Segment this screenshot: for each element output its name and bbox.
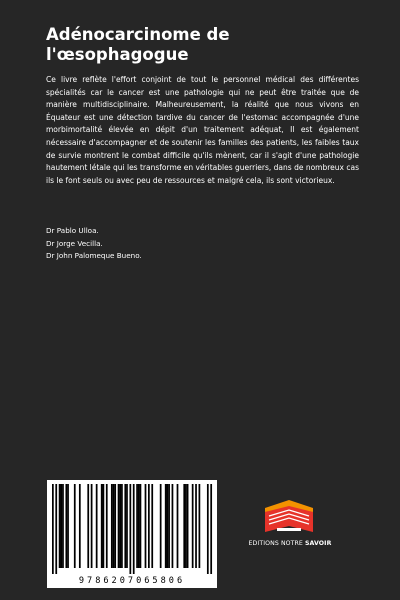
- barcode-bar: [167, 484, 169, 568]
- barcode-bar: [129, 484, 131, 574]
- publisher-block: [235, 498, 345, 558]
- barcode-bar: [111, 484, 113, 568]
- barcode-bar: [118, 484, 120, 568]
- barcode-bar: [195, 484, 197, 568]
- barcode-bar: [106, 484, 108, 568]
- barcode-bar: [103, 484, 105, 568]
- barcode-bar: [183, 484, 185, 568]
- isbn-barcode: [47, 480, 217, 588]
- barcode-bar: [199, 484, 201, 568]
- isbn-number: 9786207065806: [78, 576, 186, 586]
- barcode-bar: [52, 484, 54, 574]
- barcode-bar: [172, 484, 174, 568]
- barcode-bar: [207, 484, 209, 574]
- barcode-bar: [114, 484, 116, 568]
- barcode-bar: [148, 484, 150, 568]
- barcode-bar: [210, 484, 212, 574]
- barcode-bar: [55, 484, 57, 574]
- book-title: Adénocarcinome de l'œsophagogue: [46, 25, 230, 64]
- barcode-bar: [91, 484, 93, 568]
- barcode-bar: [67, 484, 69, 568]
- barcode-bar: [124, 484, 126, 568]
- barcode-bar: [65, 484, 67, 568]
- barcode-bar: [133, 484, 135, 574]
- barcode-bars: [47, 480, 217, 576]
- barcode-bar: [121, 484, 123, 568]
- barcode-bar: [151, 484, 153, 568]
- barcode-bar: [192, 484, 194, 568]
- barcode-bar: [59, 484, 61, 568]
- barcode-bar: [101, 484, 103, 568]
- author-name: Dr Pablo Ulloa.: [46, 226, 99, 235]
- barcode-bar: [79, 484, 81, 568]
- author-name: Dr John Palomeque Bueno.: [46, 251, 142, 260]
- barcode-bar: [138, 484, 140, 568]
- barcode-bar: [119, 484, 121, 568]
- barcode-bar: [165, 484, 167, 568]
- barcode-bar: [187, 484, 189, 568]
- barcode-bar: [60, 484, 62, 568]
- publisher-name-bold: SAVOIR: [305, 540, 332, 547]
- author-list: [46, 225, 142, 263]
- barcode-bar: [168, 484, 170, 568]
- barcode-bar: [87, 484, 89, 568]
- barcode-bar: [185, 484, 187, 568]
- author-name: Dr Jorge Vecilla.: [46, 238, 103, 248]
- open-book-stack-icon: [259, 498, 319, 536]
- barcode-bar: [145, 484, 147, 568]
- barcode-bar: [74, 484, 76, 568]
- barcode-bar: [126, 484, 128, 568]
- barcode-bar: [160, 484, 162, 568]
- back-cover-blurb: Ce livre reflète l'effort conjoint de tout le personnel médical des différentes spécialités car le cancer est une pathologie qui ne peut être traitée que de manière multidisciplinaire. Malheureusement, la réalité que nous vivons en Équateur est une détection tardive du cancer de l'estomac accompagnée d'une morbimortalité élevée en dépit d'un traitement adéquat, Il est également nécessaire d'accompagner et de soutenir les familles des patients, les faibles taux de survie montrent le combat difficile qu'ils mènent, car il s'agit d'une pathologie hautement létale qui les transforme en véritables guerriers, dans de nombreux cas ils le font seuls ou avec peu de ressources et malgré cela, ils sont victorieux.: [46, 75, 359, 185]
- barcode-bar: [136, 484, 138, 568]
- barcode-bar: [96, 484, 98, 568]
- barcode-bar: [62, 484, 64, 568]
- publisher-name-prefix: EDITIONS NOTRE: [248, 540, 305, 547]
- publisher-name: [235, 540, 345, 547]
- barcode-bar: [140, 484, 142, 568]
- barcode-bar: [177, 484, 179, 568]
- barcode-bar: [113, 484, 115, 568]
